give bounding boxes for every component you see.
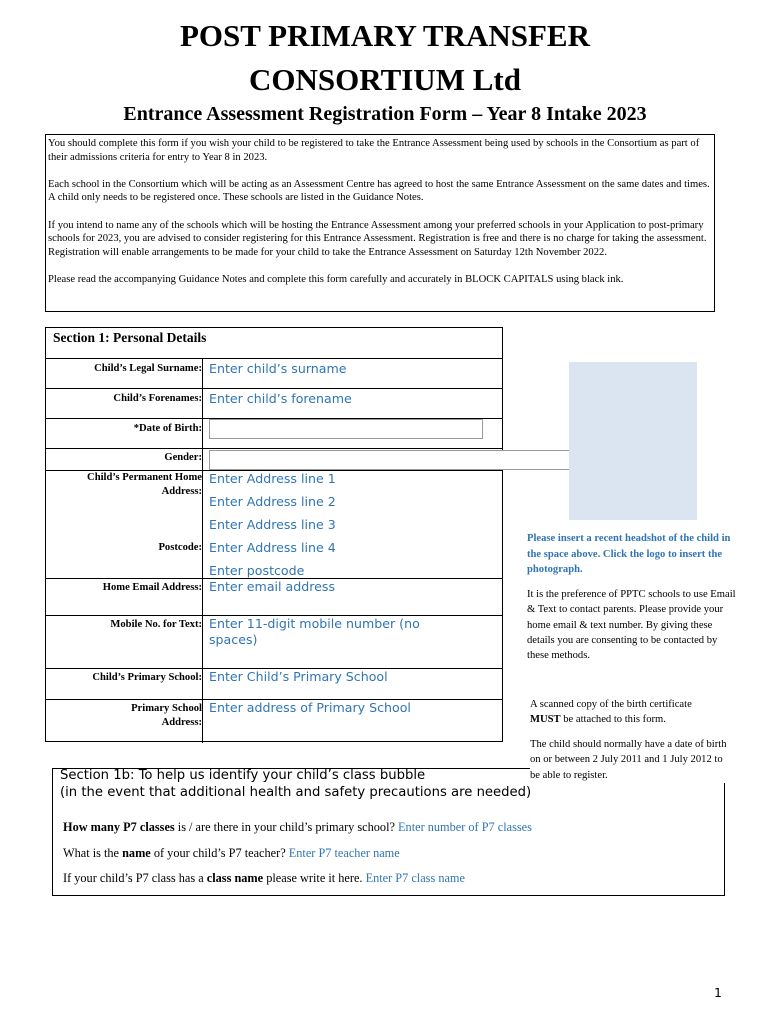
primary-address-input[interactable]: Enter address of Primary School	[209, 700, 411, 715]
section1b-title-line1: Section 1b: To help us identify your child’s class bubble	[60, 768, 426, 783]
email-input[interactable]: Enter email address	[209, 579, 336, 594]
primary-school-label: Child’s Primary School:	[92, 672, 202, 683]
forenames-label: Child’s Forenames:	[113, 393, 202, 404]
cert-note-suffix: be attached to this form.	[560, 714, 666, 726]
column-divider	[202, 669, 203, 700]
forenames-row	[45, 388, 503, 418]
column-divider	[202, 419, 203, 449]
mobile-label: Mobile No. for Text:	[110, 619, 202, 630]
p7-class-name-question	[63, 870, 465, 886]
surname-input[interactable]: Enter child’s surname	[209, 361, 347, 376]
postcode-input[interactable]: Enter postcode	[209, 563, 305, 578]
column-divider	[202, 471, 203, 579]
cert-note-must: MUST	[530, 714, 561, 726]
address-label	[46, 471, 202, 499]
p7-class-name-input[interactable]: Enter P7 class name	[365, 871, 465, 885]
address-line3-input[interactable]: Enter Address line 3	[209, 517, 336, 532]
q3-text: please write it here.	[263, 871, 366, 885]
surname-row	[45, 358, 503, 388]
column-divider	[202, 449, 203, 471]
section1b-title-line2: (in the event that additional health and safety precautions are needed)	[60, 785, 532, 800]
gender-label: Gender:	[164, 452, 202, 463]
mobile-input[interactable]	[209, 616, 499, 648]
photo-note: Please insert a recent headshot of the child in the space above. Click the logo to insert the photograph.	[527, 533, 731, 575]
date-of-birth-note: The child should normally have a date of birth on or between 2 July 2011 and 1 July 2012 to be able to register.	[530, 737, 735, 783]
cert-note-prefix: A scanned copy of the birth certificate	[530, 699, 692, 710]
p7-classes-question	[63, 819, 532, 835]
primary-address-label-line1: Primary School	[131, 703, 202, 714]
dob-input[interactable]	[209, 419, 483, 439]
mobile-input-line2: spaces)	[209, 632, 258, 647]
mobile-row	[45, 615, 503, 668]
surname-label: Child’s Legal Surname:	[94, 363, 202, 374]
mobile-input-line1: Enter 11-digit mobile number (no	[209, 616, 420, 631]
intro-paragraph: Each school in the Consortium which will be acting as an Assessment Centre has agreed to host the same Entrance Assessment on the same dates and times. A child only needs to be registered once. These schools are listed in the Guidance Notes.	[48, 178, 710, 204]
p7-teacher-input[interactable]: Enter P7 teacher name	[288, 846, 400, 860]
intro-paragraph: If you intend to name any of the schools which will be hosting the Entrance Assessment among your preferred schools in your Application to post-primary schools for 2023, you are advised to consider registering for this Entrance Assessment. Registration is free and there is no charge for taking the assessment. Registration will enable arrangements to be made for your child to take the Entrance Assessment on Saturday 12th November 2022.	[48, 219, 707, 258]
column-divider	[202, 359, 203, 389]
primary-school-row	[45, 668, 503, 699]
address-label-line1: Child’s Permanent Home	[87, 472, 202, 483]
primary-address-row	[45, 699, 503, 742]
gender-input[interactable]	[209, 450, 593, 470]
form-subtitle: Entrance Assessment Registration Form – Year 8 Intake 2023	[123, 103, 647, 125]
q3-text-pre: If your child’s P7 class has a	[63, 871, 207, 885]
column-divider	[202, 579, 203, 616]
p7-teacher-question	[63, 845, 400, 861]
gender-row	[45, 448, 503, 470]
page-title-line1: POST PRIMARY TRANSFER	[180, 18, 590, 53]
section1-title: Section 1: Personal Details	[53, 330, 207, 345]
intro-box	[45, 134, 715, 312]
page-title-line2: CONSORTIUM Ltd	[249, 62, 521, 97]
contact-preference-note: It is the preference of PPTC schools to use Email & Text to contact parents. Please provide your home email & text number. By giving these details you are consenting to be contacted by these methods.	[527, 589, 736, 662]
intro-paragraph: Please read the accompanying Guidance Notes and complete this form carefully and accurately in BLOCK CAPITALS using black ink.	[48, 273, 624, 285]
photo-placeholder[interactable]	[569, 362, 697, 520]
dob-row	[45, 418, 503, 448]
section1-header-row	[45, 327, 503, 358]
email-label: Home Email Address:	[102, 582, 202, 593]
primary-address-label	[46, 702, 202, 730]
q2-text-pre: What is the	[63, 846, 123, 860]
column-divider	[202, 389, 203, 419]
q3-bold: class name	[206, 871, 264, 885]
primary-school-input[interactable]: Enter Child’s Primary School	[209, 669, 388, 684]
address-line1-input[interactable]: Enter Address line 1	[209, 471, 336, 486]
primary-address-label-line2: Address:	[161, 717, 202, 728]
forenames-input[interactable]: Enter child’s forename	[209, 391, 352, 406]
q1-text: is / are there in your child’s primary school?	[174, 820, 399, 834]
intro-paragraph: You should complete this form if you wish your child to be registered to take the Entrance Assessment being used by schools in the Consortium as part of their admissions criteria for entry to Year 8 in 2023.	[48, 138, 700, 163]
address-line2-input[interactable]: Enter Address line 2	[209, 494, 336, 509]
dob-label: *Date of Birth:	[133, 423, 202, 434]
address-row	[45, 470, 503, 578]
postcode-label: Postcode:	[158, 542, 202, 553]
page-number: 1	[714, 985, 722, 1000]
p7-classes-input[interactable]: Enter number of P7 classes	[398, 820, 532, 834]
address-label-line2: Address:	[161, 486, 202, 497]
column-divider	[202, 700, 203, 743]
email-row	[45, 578, 503, 615]
address-line4-input[interactable]: Enter Address line 4	[209, 540, 336, 555]
q2-text: of your child’s P7 teacher?	[150, 846, 289, 860]
column-divider	[202, 616, 203, 669]
q1-bold: How many P7 classes	[63, 820, 175, 834]
birth-certificate-note	[530, 697, 735, 728]
q2-bold: name	[122, 846, 151, 860]
